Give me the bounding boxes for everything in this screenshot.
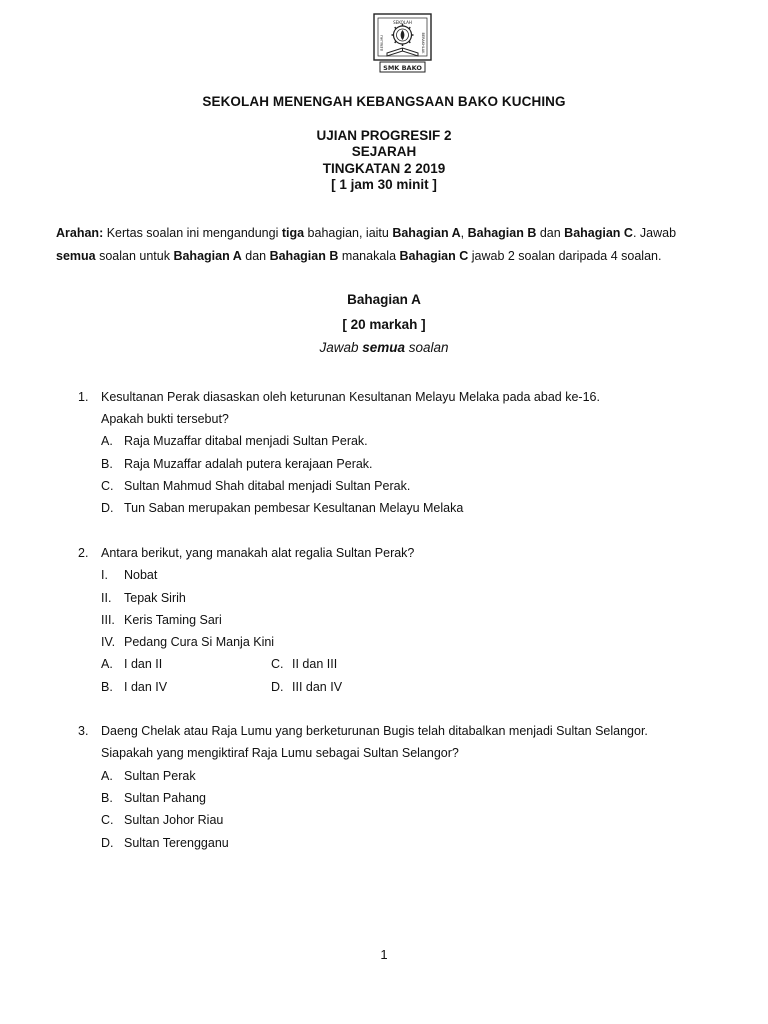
section-note-bold: semua bbox=[362, 340, 405, 355]
option-text: Sultan Mahmud Shah ditabal menjadi Sultan Perak. bbox=[124, 479, 411, 493]
item-label: III. bbox=[101, 613, 115, 627]
option-text: Raja Muzaffar adalah putera kerajaan Perak. bbox=[124, 457, 373, 471]
exam-subject: SEJARAH bbox=[351, 144, 417, 160]
logo-label: SMK BAKO bbox=[383, 64, 422, 72]
school-name: SEKOLAH MENENGAH KEBANGSAAN BAKO KUCHING bbox=[202, 94, 566, 109]
option-text: Raja Muzaffar ditabal menjadi Sultan Perak. bbox=[124, 434, 368, 448]
logo-left-text: BERILMU bbox=[380, 35, 384, 51]
option-text: Sultan Perak bbox=[124, 769, 196, 783]
instructions-text: dan bbox=[536, 226, 565, 240]
item-label: II. bbox=[101, 591, 112, 605]
instructions-text: , bbox=[460, 226, 468, 240]
question-number: 1. bbox=[78, 390, 89, 404]
instructions-text: bahagian, iaitu bbox=[304, 226, 393, 240]
option-label: D. bbox=[271, 680, 284, 694]
option-label: B. bbox=[101, 457, 113, 471]
exam-header bbox=[0, 128, 768, 193]
option-text: III dan IV bbox=[292, 680, 343, 694]
exam-form: TINGKATAN 2 2019 bbox=[322, 160, 446, 176]
section-marks: [ 20 markah ] bbox=[342, 317, 426, 332]
instructions-bold: Bahagian A bbox=[173, 249, 242, 263]
section-note-text: Jawab bbox=[319, 340, 363, 355]
instructions-text: jawab 2 soalan daripada 4 soalan. bbox=[468, 249, 662, 263]
instructions-bold: Bahagian B bbox=[467, 226, 537, 240]
exam-title: UJIAN PROGRESIF 2 bbox=[316, 128, 452, 143]
option-text: I dan IV bbox=[124, 680, 168, 694]
item-label: I. bbox=[101, 568, 108, 582]
option-label: D. bbox=[101, 501, 114, 515]
question-number: 2. bbox=[78, 546, 89, 560]
instructions-bold: Bahagian C bbox=[399, 249, 469, 263]
option-label: B. bbox=[101, 791, 113, 805]
instructions-bold: Bahagian A bbox=[392, 226, 461, 240]
page-number: 1 bbox=[380, 947, 388, 962]
option-label: A. bbox=[101, 769, 113, 783]
instructions-label: Arahan: bbox=[56, 226, 104, 240]
logo-top-text: SEKOLAH bbox=[393, 20, 412, 25]
question-stem: Daeng Chelak atau Raja Lumu yang berketurunan Bugis telah ditabalkan menjadi Sultan Selangor. bbox=[101, 724, 648, 738]
section-title: Bahagian A bbox=[347, 292, 421, 307]
school-logo bbox=[371, 13, 434, 73]
option-text: Tun Saban merupakan pembesar Kesultanan Melayu Melaka bbox=[124, 501, 464, 515]
instructions-text: . Jawab bbox=[632, 226, 677, 240]
section-note bbox=[0, 340, 768, 355]
option-text: I dan II bbox=[124, 657, 163, 671]
item-label: IV. bbox=[101, 635, 116, 649]
instructions-text: dan bbox=[241, 249, 270, 263]
item-text: Tepak Sirih bbox=[124, 591, 186, 605]
option-text: Sultan Johor Riau bbox=[124, 813, 224, 827]
instructions-text: manakala bbox=[338, 249, 400, 263]
exam-duration: [ 1 jam 30 minit ] bbox=[331, 176, 437, 192]
school-crest-icon bbox=[371, 13, 434, 73]
instructions-text: Kertas soalan ini mengandungi bbox=[103, 226, 282, 240]
item-text: Keris Taming Sari bbox=[124, 613, 222, 627]
instructions-bold: Bahagian B bbox=[269, 249, 339, 263]
question-number: 3. bbox=[78, 724, 89, 738]
option-text: Sultan Pahang bbox=[124, 791, 207, 805]
option-label: A. bbox=[101, 434, 113, 448]
logo-right-text: BERAKHLAK bbox=[421, 32, 425, 54]
option-label: B. bbox=[101, 680, 113, 694]
option-text: II dan III bbox=[292, 657, 338, 671]
option-label: C. bbox=[271, 657, 284, 671]
question-stem: Apakah bukti tersebut? bbox=[101, 412, 229, 426]
instructions bbox=[56, 222, 716, 268]
item-text: Pedang Cura Si Manja Kini bbox=[124, 635, 275, 649]
option-label: D. bbox=[101, 836, 114, 850]
question-stem: Siapakah yang mengiktiraf Raja Lumu sebagai Sultan Selangor? bbox=[101, 746, 459, 760]
option-label: C. bbox=[101, 479, 114, 493]
option-text: Sultan Terengganu bbox=[124, 836, 229, 850]
question-stem: Kesultanan Perak diasaskan oleh keturunan Kesultanan Melayu Melaka pada abad ke-16. bbox=[101, 390, 600, 404]
question-stem: Antara berikut, yang manakah alat regalia Sultan Perak? bbox=[101, 546, 415, 560]
instructions-bold: semua bbox=[56, 249, 96, 263]
instructions-bold: Bahagian C bbox=[564, 226, 633, 240]
section-note-text: soalan bbox=[405, 340, 449, 355]
instructions-bold: tiga bbox=[281, 226, 305, 240]
option-label: C. bbox=[101, 813, 114, 827]
instructions-text: soalan untuk bbox=[95, 249, 174, 263]
option-label: A. bbox=[101, 657, 113, 671]
item-text: Nobat bbox=[124, 568, 158, 582]
